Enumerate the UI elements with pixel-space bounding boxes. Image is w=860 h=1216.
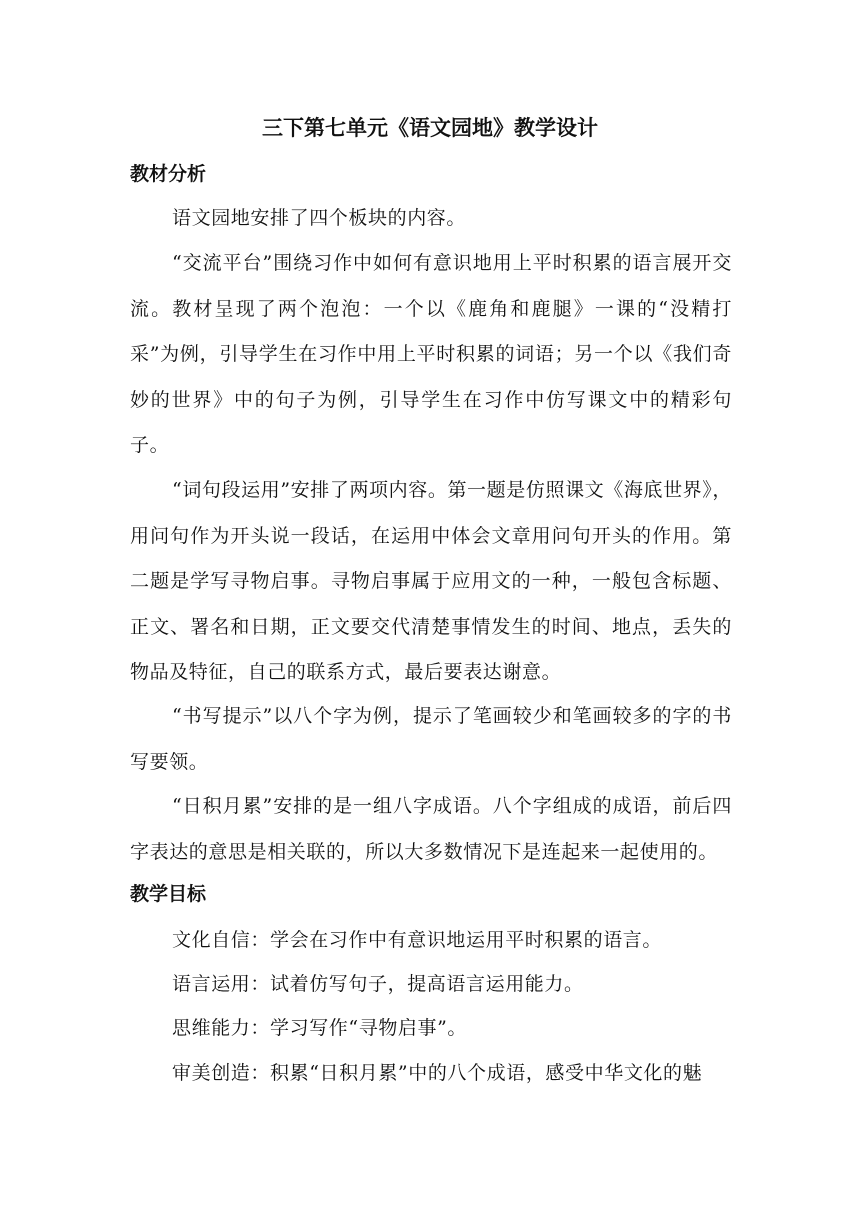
goal-item: 审美创造：积累“日积月累”中的八个成语，感受中华文化的魅 bbox=[172, 1062, 703, 1084]
analysis-paragraph-4: “书写提示”以八个字为例，提示了笔画较少和笔画较多的字的书写要领。 bbox=[130, 705, 732, 773]
analysis-paragraph-3: “词句段运用”安排了两项内容。第一题是仿照课文《海底世界》，用问句作为开头说一段话，在运用中体会文章用问句开头的作用。第二题是学写寻物启事。寻物启事属于应用文的一种，一般包含标题、正文、署名和日期，正文要交代清楚事情发生的时间、地点，丢失的物品及特征，自己的联系方式，最后要表达谢意。 bbox=[130, 479, 732, 683]
analysis-paragraph-5: “日积月累”安排的是一组八字成语。八个字组成的成语，前后四字表达的意思是相关联的，所以大多数情况下是连起来一起使用的。 bbox=[130, 795, 732, 863]
goal-item: 思维能力：学习写作“寻物启事”。 bbox=[172, 1017, 468, 1039]
analysis-paragraph-2: “交流平台”围绕习作中如何有意识地用上平时积累的语言展开交流。教材呈现了两个泡泡：一个以《鹿角和鹿腿》一课的“没精打采”为例，引导学生在习作中用上平时积累的词语；另一个以《我们奇妙的世界》中的句子为例，引导学生在习作中仿写课文中的精彩句子。 bbox=[130, 252, 732, 456]
analysis-paragraph-1: 语文园地安排了四个板块的内容。 bbox=[172, 207, 467, 229]
section-heading-analysis: 教材分析 bbox=[130, 163, 207, 185]
document-title: 三下第七单元《语文园地》教学设计 bbox=[262, 116, 598, 140]
goal-item: 语言运用：试着仿写句子，提高语言运用能力。 bbox=[172, 973, 584, 995]
goal-item: 文化自信：学会在习作中有意识地运用平时积累的语言。 bbox=[172, 929, 663, 951]
section-heading-goals: 教学目标 bbox=[130, 883, 207, 905]
